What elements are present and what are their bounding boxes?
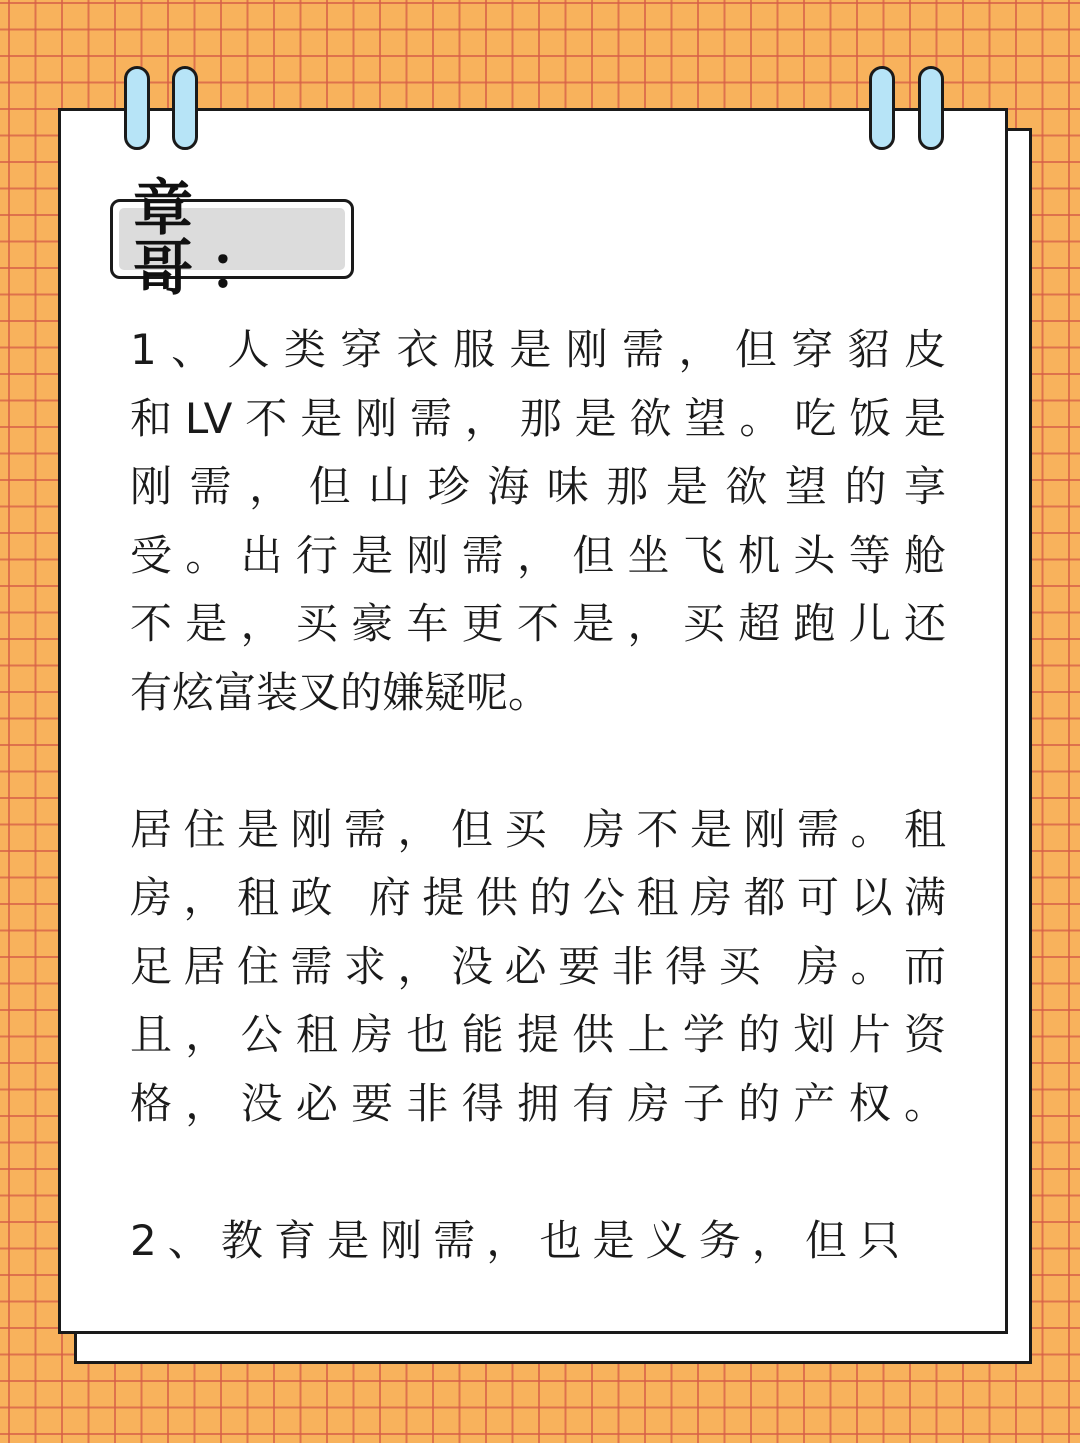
speaker-tag (110, 174, 354, 304)
paragraph-2-line-3: 足居住需求，没必要非得买 房。而 (130, 941, 946, 991)
speaker-label: 章哥： (133, 174, 285, 304)
binder-ring-right-1 (869, 66, 895, 150)
paragraph-3-line-1: 2、教育是刚需，也是义务，但只 (130, 1215, 900, 1265)
paragraph-2-line-2: 房，租政 府提供的公租房都可以满 (130, 873, 946, 922)
paragraph-2 (130, 796, 946, 1139)
paragraph-1-line-3: 刚需，但山珍海味那是欲望的享 (130, 462, 946, 511)
binder-ring-left-1 (124, 66, 150, 150)
paragraph-1-line-4: 受。出行是刚需，但坐飞机头等舱 (130, 530, 946, 580)
paragraph-spacer (130, 1138, 946, 1207)
paragraph-1-line-6: 有炫富装叉的嫌疑呢。 (130, 667, 551, 717)
speaker-tag-fill (119, 174, 345, 304)
paragraph-2-line-4: 且，公租房也能提供上学的划片资 (130, 1010, 946, 1059)
paragraph-1-line-1: 1、人类穿衣服是刚需，但穿貂皮 (130, 325, 946, 374)
binder-ring-left-2 (172, 66, 198, 150)
paragraph-spacer (130, 727, 946, 796)
binder-ring-right-2 (918, 66, 944, 150)
paragraph-1-line-2: 和LV不是刚需，那是欲望。吃饭是 (130, 393, 946, 443)
paragraph-2-line-5: 格，没必要非得拥有房子的产权。 (130, 1078, 946, 1128)
paragraph-1 (130, 316, 946, 727)
paragraph-2-line-1: 居住是刚需，但买 房不是刚需。租 (130, 804, 946, 854)
paragraph-3 (130, 1207, 946, 1276)
paragraph-1-line-5: 不是，买豪车更不是，买超跑儿还 (130, 599, 946, 648)
note-body (130, 316, 946, 1275)
